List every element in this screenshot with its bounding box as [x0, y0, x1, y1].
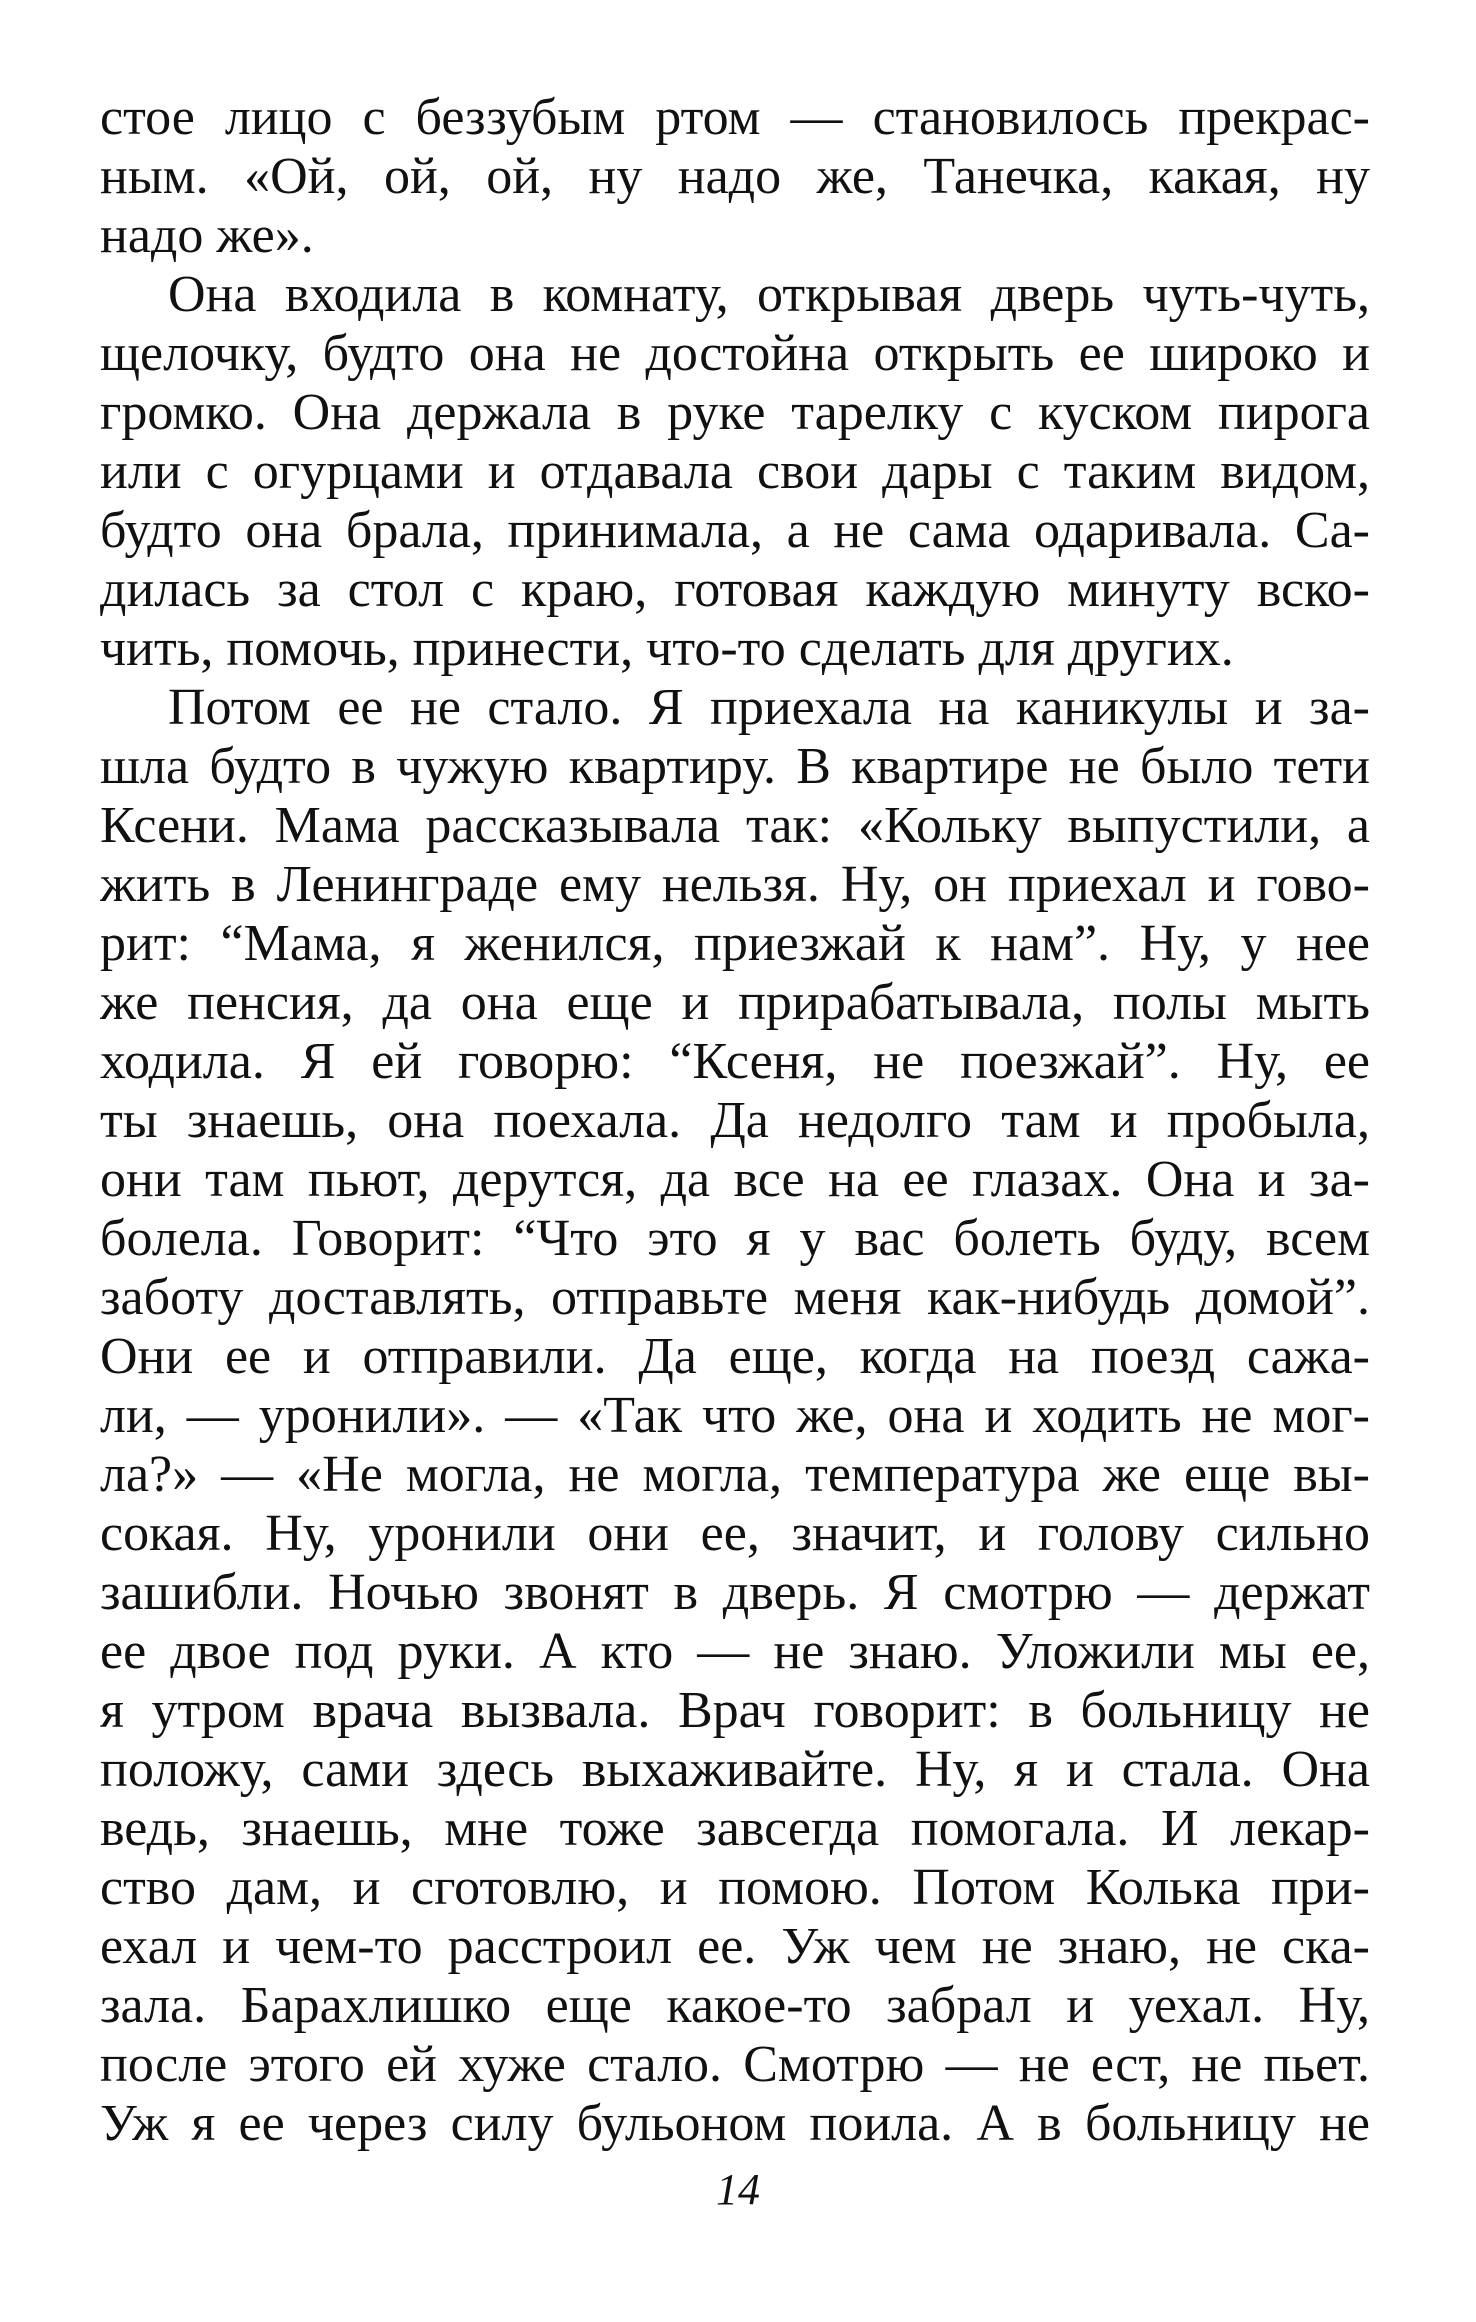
text-line: Уж я ее через силу бульоном поила. А в больницу не: [100, 2095, 1370, 2152]
text-line: же пенсия, да она еще и прирабатывала, полы мыть: [100, 974, 1370, 1031]
text-line: Они ее и отправили. Да еще, когда на поезд сажа-: [100, 1328, 1370, 1385]
text-line: Она входила в комнату, открывая дверь чуть-чуть,: [168, 266, 1370, 323]
text-line: жить в Ленинграде ему нельзя. Ну, он приехал и гово-: [100, 856, 1370, 913]
text-line: болела. Говорит: “Что это я у вас болеть буду, всем: [100, 1210, 1370, 1267]
text-line: шла будто в чужую квартиру. В квартире не было тети: [100, 738, 1370, 795]
text-line: стое лицо с беззубым ртом — становилось прекрас-: [100, 89, 1370, 146]
text-line: рит: “Мама, я женился, приезжай к нам”. Ну, у нее: [100, 915, 1370, 972]
text-line: щелочку, будто она не достойна открыть ее широко и: [100, 325, 1370, 382]
text-line: или с огурцами и отдавала свои дары с таким видом,: [100, 443, 1370, 500]
text-line: ла?» — «Не могла, не могла, температура же еще вы-: [100, 1446, 1370, 1503]
text-line: после этого ей хуже стало. Смотрю — не ест, не пьет.: [100, 2036, 1370, 2093]
text-line: ство дам, и сготовлю, и помою. Потом Колька при-: [100, 1859, 1370, 1916]
text-line: заботу доставлять, отправьте меня как-нибудь домой”.: [100, 1269, 1370, 1326]
text-line: чить, помочь, принести, что-то сделать для других.: [100, 620, 1234, 677]
text-line: Ксени. Мама рассказывала так: «Кольку выпустили, а: [100, 797, 1370, 854]
paragraph-1: [100, 88, 1370, 265]
paragraph-2: [100, 265, 1370, 678]
text-line: положу, сами здесь выхаживайте. Ну, я и стала. Она: [100, 1741, 1370, 1798]
text-line: Потом ее не стало. Я приехала на каникулы и за-: [168, 679, 1370, 736]
text-line: зашибли. Ночью звонят в дверь. Я смотрю — держат: [100, 1564, 1370, 1621]
text-line: будто она брала, принимала, а не сама одаривала. Са-: [100, 502, 1370, 559]
text-line: громко. Она держала в руке тарелку с куском пирога: [100, 384, 1370, 441]
text-line: ее двое под руки. А кто — не знаю. Уложили мы ее,: [100, 1623, 1370, 1680]
text-line: ным. «Ой, ой, ой, ну надо же, Танечка, какая, ну: [100, 148, 1370, 205]
text-line: ли, — уронили». — «Так что же, она и ходить не мог-: [100, 1387, 1370, 1444]
text-line: они там пьют, дерутся, да все на ее глазах. Она и за-: [100, 1151, 1370, 1208]
text-line: дилась за стол с краю, готовая каждую минуту вско-: [100, 561, 1370, 618]
page-body: [100, 88, 1370, 2153]
paragraph-3: [100, 678, 1370, 2153]
page-number: 14: [716, 2165, 760, 2214]
text-line: надо же».: [100, 207, 314, 264]
text-line: ходила. Я ей говорю: “Ксеня, не поезжай”. Ну, ее: [100, 1033, 1370, 1090]
text-line: ехал и чем-то расстроил ее. Уж чем не знаю, не ска-: [100, 1918, 1370, 1975]
text-line: ведь, знаешь, мне тоже завсегда помогала. И лекар-: [100, 1800, 1370, 1857]
text-line: зала. Барахлишко еще какое-то забрал и уехал. Ну,: [100, 1977, 1370, 2034]
text-line: ты знаешь, она поехала. Да недолго там и пробыла,: [100, 1092, 1370, 1149]
text-line: сокая. Ну, уронили они ее, значит, и голову сильно: [100, 1505, 1370, 1562]
text-line: я утром врача вызвала. Врач говорит: в больницу не: [100, 1682, 1370, 1739]
